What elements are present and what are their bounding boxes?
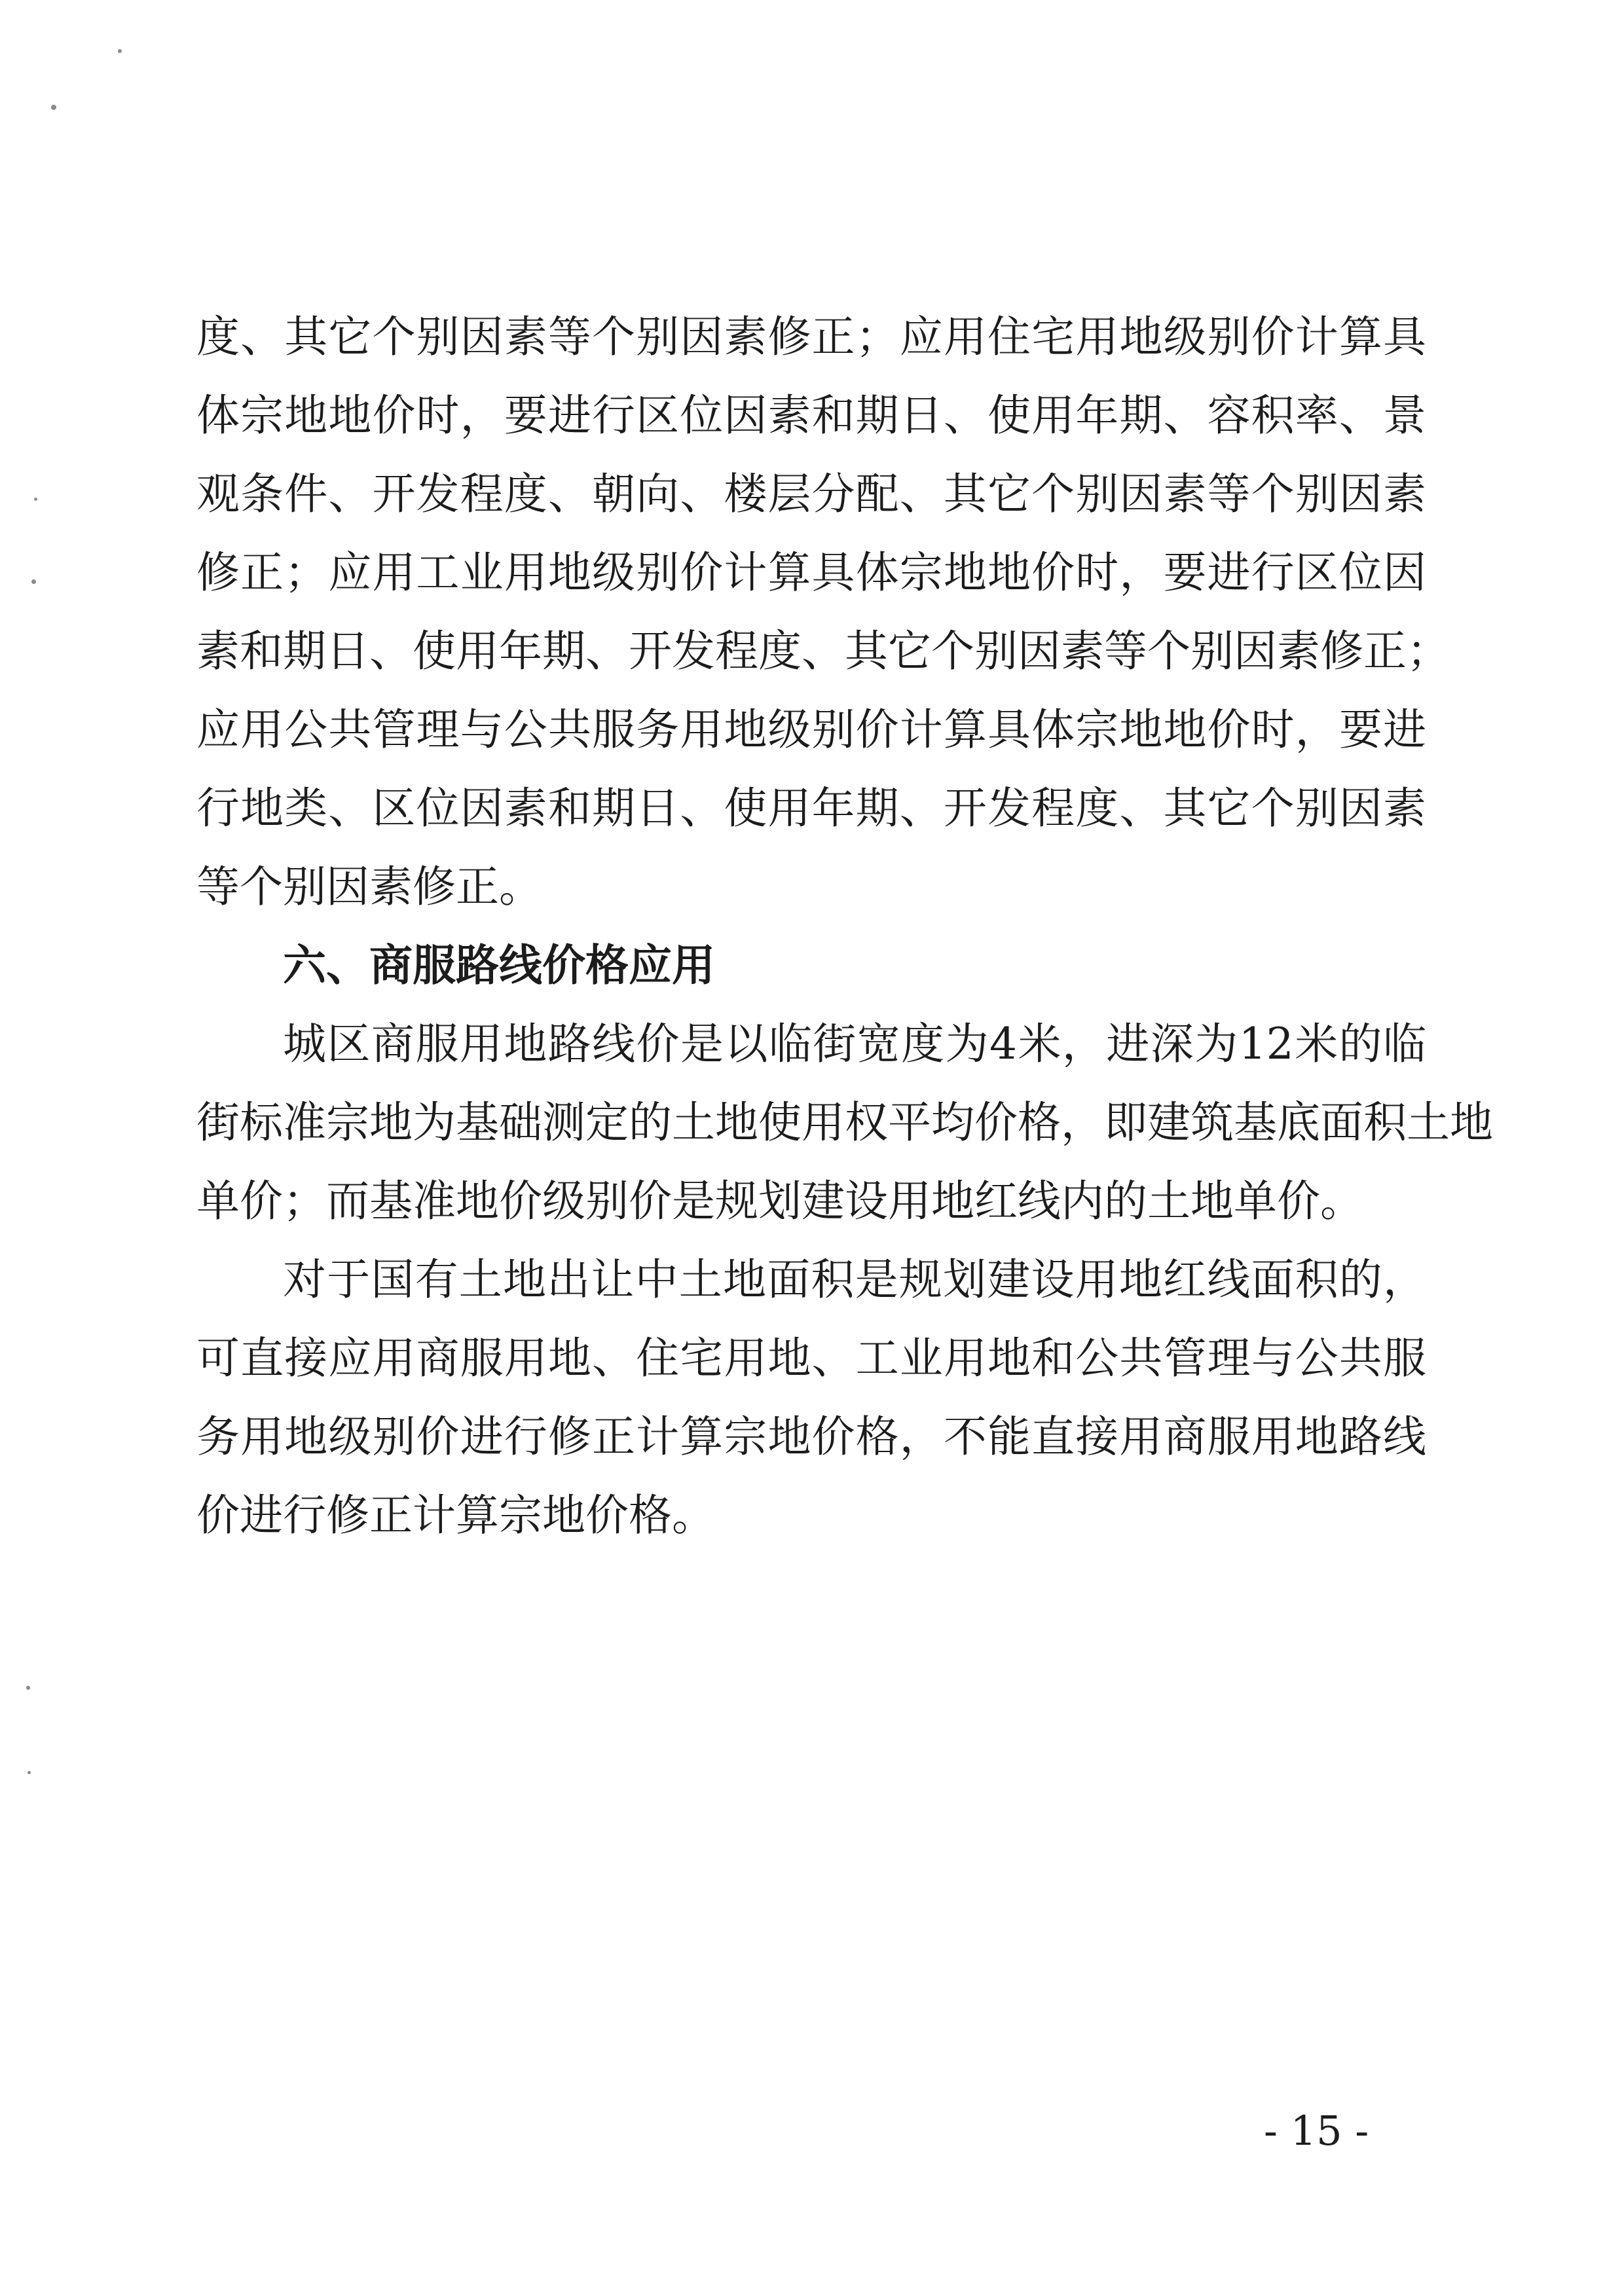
scan-speck bbox=[28, 1771, 31, 1774]
text-line: 素和期日、使用年期、开发程度、其它个别因素等个别因素修正； bbox=[196, 626, 1450, 676]
paragraph-road-price bbox=[196, 1005, 1493, 1241]
text-line: 体宗地地价时，要进行区位因素和期日、使用年期、容积率、景 bbox=[196, 390, 1426, 441]
text-line: 价进行修正计算宗地价格。 bbox=[196, 1490, 715, 1540]
paragraph-continuation bbox=[196, 298, 1450, 926]
text-line: 务用地级别价进行修正计算宗地价格，不能直接用商服用地路线 bbox=[196, 1412, 1426, 1462]
scan-speck bbox=[118, 49, 122, 53]
page-body bbox=[196, 298, 1493, 1555]
scan-speck bbox=[31, 579, 36, 584]
section-heading: 六、商服路线价格应用 bbox=[283, 940, 715, 991]
text-line: 观条件、开发程度、朝向、楼层分配、其它个别因素等个别因素 bbox=[196, 469, 1426, 519]
paragraph-transfer bbox=[196, 1241, 1426, 1555]
text-line: 城区商服用地路线价是以临街宽度为4米，进深为12米的临 bbox=[283, 1019, 1426, 1069]
text-line: 度、其它个别因素等个别因素修正；应用住宅用地级别价计算具 bbox=[196, 312, 1426, 362]
page-number: - 15 - bbox=[1264, 2107, 1369, 2155]
text-line: 单价；而基准地价级别价是规划建设用地红线内的土地单价。 bbox=[196, 1176, 1363, 1226]
scan-speck bbox=[26, 1686, 30, 1690]
text-line: 修正；应用工业用地级别价计算具体宗地地价时，要进行区位因 bbox=[196, 547, 1426, 598]
text-line: 可直接应用商服用地、住宅用地、工业用地和公共管理与公共服 bbox=[196, 1333, 1426, 1383]
scan-speck bbox=[34, 498, 37, 501]
text-line: 行地类、区位因素和期日、使用年期、开发程度、其它个别因素 bbox=[196, 783, 1426, 833]
text-line: 应用公共管理与公共服务用地级别价计算具体宗地地价时，要进 bbox=[196, 704, 1426, 755]
text-line: 等个别因素修正。 bbox=[196, 862, 542, 912]
text-line: 对于国有土地出让中土地面积是规划建设用地红线面积的， bbox=[283, 1254, 1426, 1305]
scan-speck bbox=[51, 105, 56, 110]
text-line: 街标准宗地为基础测定的土地使用权平均价格，即建筑基底面积土地 bbox=[196, 1097, 1493, 1148]
